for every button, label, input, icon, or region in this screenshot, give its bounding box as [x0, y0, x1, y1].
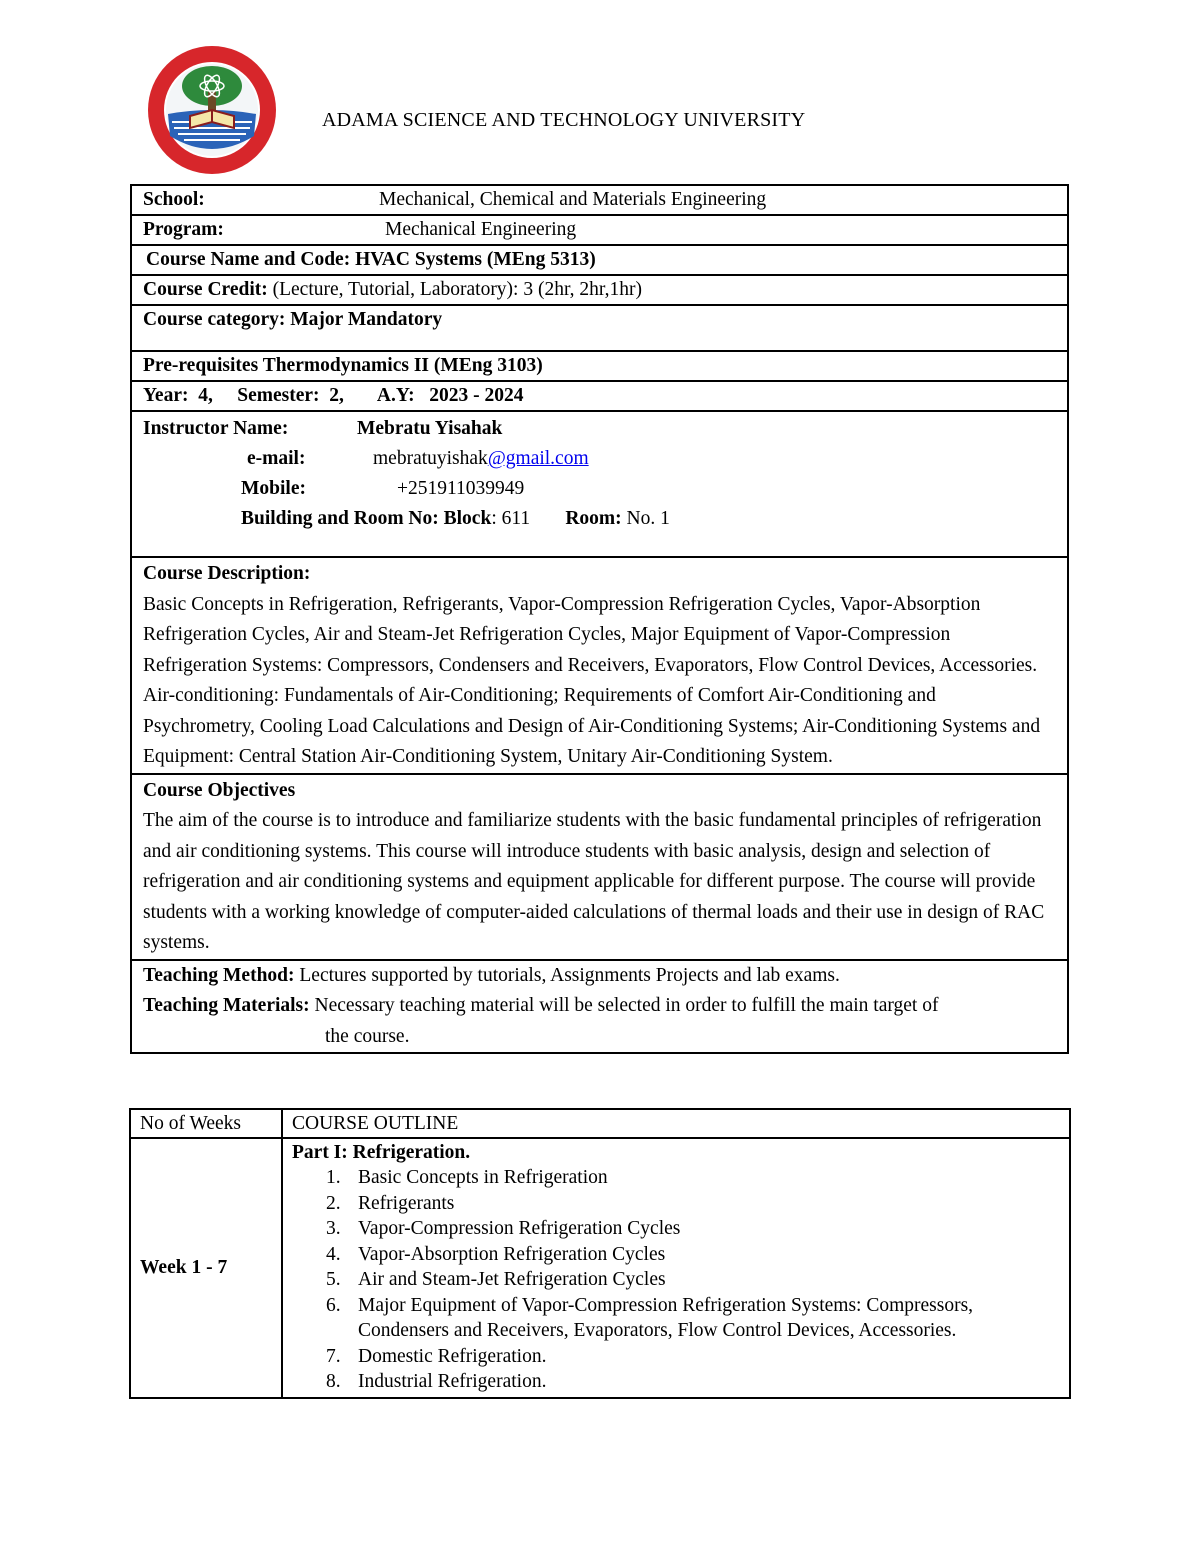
instructor-label: Instructor Name:	[143, 418, 289, 439]
list-item: 6. Major Equipment of Vapor-Compression Refrigeration Systems: Compressors, Condensers and Receivers, Evaporators, Flow Control Devices, Accessories.	[326, 1294, 974, 1341]
course-name-row	[131, 245, 1068, 275]
university-name: ADAMA SCIENCE AND TECHNOLOGY UNIVERSITY	[322, 109, 806, 131]
list-item: 5. Air and Steam-Jet Refrigeration Cycles	[326, 1269, 666, 1290]
week-range: Week 1 - 7	[130, 1138, 282, 1398]
list-item: 3. Vapor-Compression Refrigeration Cycles	[326, 1218, 681, 1239]
list-item: 4. Vapor-Absorption Refrigeration Cycles	[326, 1243, 666, 1265]
course-name: Course Name and Code: HVAC Systems (MEng 5313)	[146, 249, 596, 270]
credit-row	[131, 275, 1068, 305]
year-row	[131, 381, 1068, 411]
materials-value: Necessary teaching material will be selected in order to fulfill the main target of	[309, 995, 939, 1016]
room-value: No. 1	[621, 508, 670, 529]
materials-label: Teaching Materials:	[143, 995, 310, 1016]
outline-header-row	[130, 1109, 1070, 1138]
part-title: Part I: Refrigeration.	[292, 1142, 471, 1163]
list-item: 8. Industrial Refrigeration.	[326, 1371, 547, 1392]
objectives-title: Course Objectives	[143, 779, 296, 801]
description-title: Course Description:	[143, 563, 311, 584]
email-user: mebratuyishak	[373, 448, 488, 469]
program-value: Mechanical Engineering	[385, 219, 577, 240]
course-outline-table	[129, 1108, 1071, 1399]
materials-continuation: the course.	[325, 1025, 410, 1047]
school-row	[131, 185, 1068, 215]
category-row	[131, 305, 1068, 351]
list-item: 2. Refrigerants	[326, 1192, 455, 1214]
course-info-table	[130, 184, 1069, 1054]
list-item: 7. Domestic Refrigeration.	[326, 1345, 547, 1367]
mobile-value: +251911039949	[397, 478, 525, 499]
email-link[interactable]: @gmail.com	[487, 448, 589, 469]
outline-list	[292, 1165, 1060, 1395]
program-label: Program:	[143, 219, 224, 240]
description-row	[131, 557, 1068, 774]
mobile-label: Mobile:	[241, 478, 306, 499]
method-value: Lectures supported by tutorials, Assignments Projects and lab exams.	[294, 964, 840, 986]
objectives-row	[131, 774, 1068, 960]
objectives-text: The aim of the course is to introduce and familiarize students with the basic fundamental principles of refrigeration and air conditioning systems. This course will introduce students with basic analysis, design and selection of refrigeration and air conditioning systems and equipment applicable for different purpose. The course will provide students with a working knowledge of computer-aided calculations of thermal loads and their use in design of RAC systems.	[143, 810, 1045, 953]
prerequisites: Pre-requisites Thermodynamics II (MEng 3103)	[143, 355, 543, 376]
instructor-row	[131, 411, 1068, 557]
col-outline-header: COURSE OUTLINE	[282, 1109, 1070, 1138]
school-label: School:	[143, 189, 205, 210]
col-weeks-header: No of Weeks	[130, 1109, 282, 1138]
prereq-row	[131, 351, 1068, 381]
building-label: Building and Room No: Block	[241, 508, 492, 529]
course-category: Course category: Major Mandatory	[143, 309, 443, 330]
year-semester: Year: 4, Semester: 2, A.Y: 2023 - 2024	[143, 385, 524, 406]
room-label: Room:	[565, 508, 622, 529]
program-row	[131, 215, 1068, 245]
instructor-name: Mebratu Yisahak	[357, 418, 503, 439]
email-label: e-mail:	[247, 448, 306, 469]
teaching-row	[131, 960, 1068, 1054]
credit-value: (Lecture, Tutorial, Laboratory): 3 (2hr, 2hr,1hr)	[267, 279, 643, 300]
credit-label: Course Credit:	[143, 279, 268, 300]
university-logo-icon	[146, 44, 278, 176]
school-value: Mechanical, Chemical and Materials Engineering	[379, 189, 767, 210]
list-item: 1. Basic Concepts in Refrigeration	[326, 1167, 608, 1188]
method-label: Teaching Method:	[143, 964, 295, 986]
description-text: Basic Concepts in Refrigeration, Refrigerants, Vapor-Compression Refrigeration Cycles, Vapor-Absorption Refrigeration Cycles, Air and Steam-Jet Refrigeration Cycles, Major Equipment of Vapor-Compression Refrigeration Systems: Compressors, Condensers and Receivers, Evaporators, Flow Control Devices, Accessories. Air-conditioning: Fundamentals of Air-Conditioning; Requirements of Comfort Air-Conditioning and Psychrometry, Cooling Load Calculations and Design of Air-Conditioning Systems; Air-Conditioning Systems and Equipment: Central Station Air-Conditioning System, Unitary Air-Conditioning System.	[143, 593, 1041, 767]
outline-row	[130, 1138, 1070, 1398]
building-value: : 611	[491, 508, 531, 529]
